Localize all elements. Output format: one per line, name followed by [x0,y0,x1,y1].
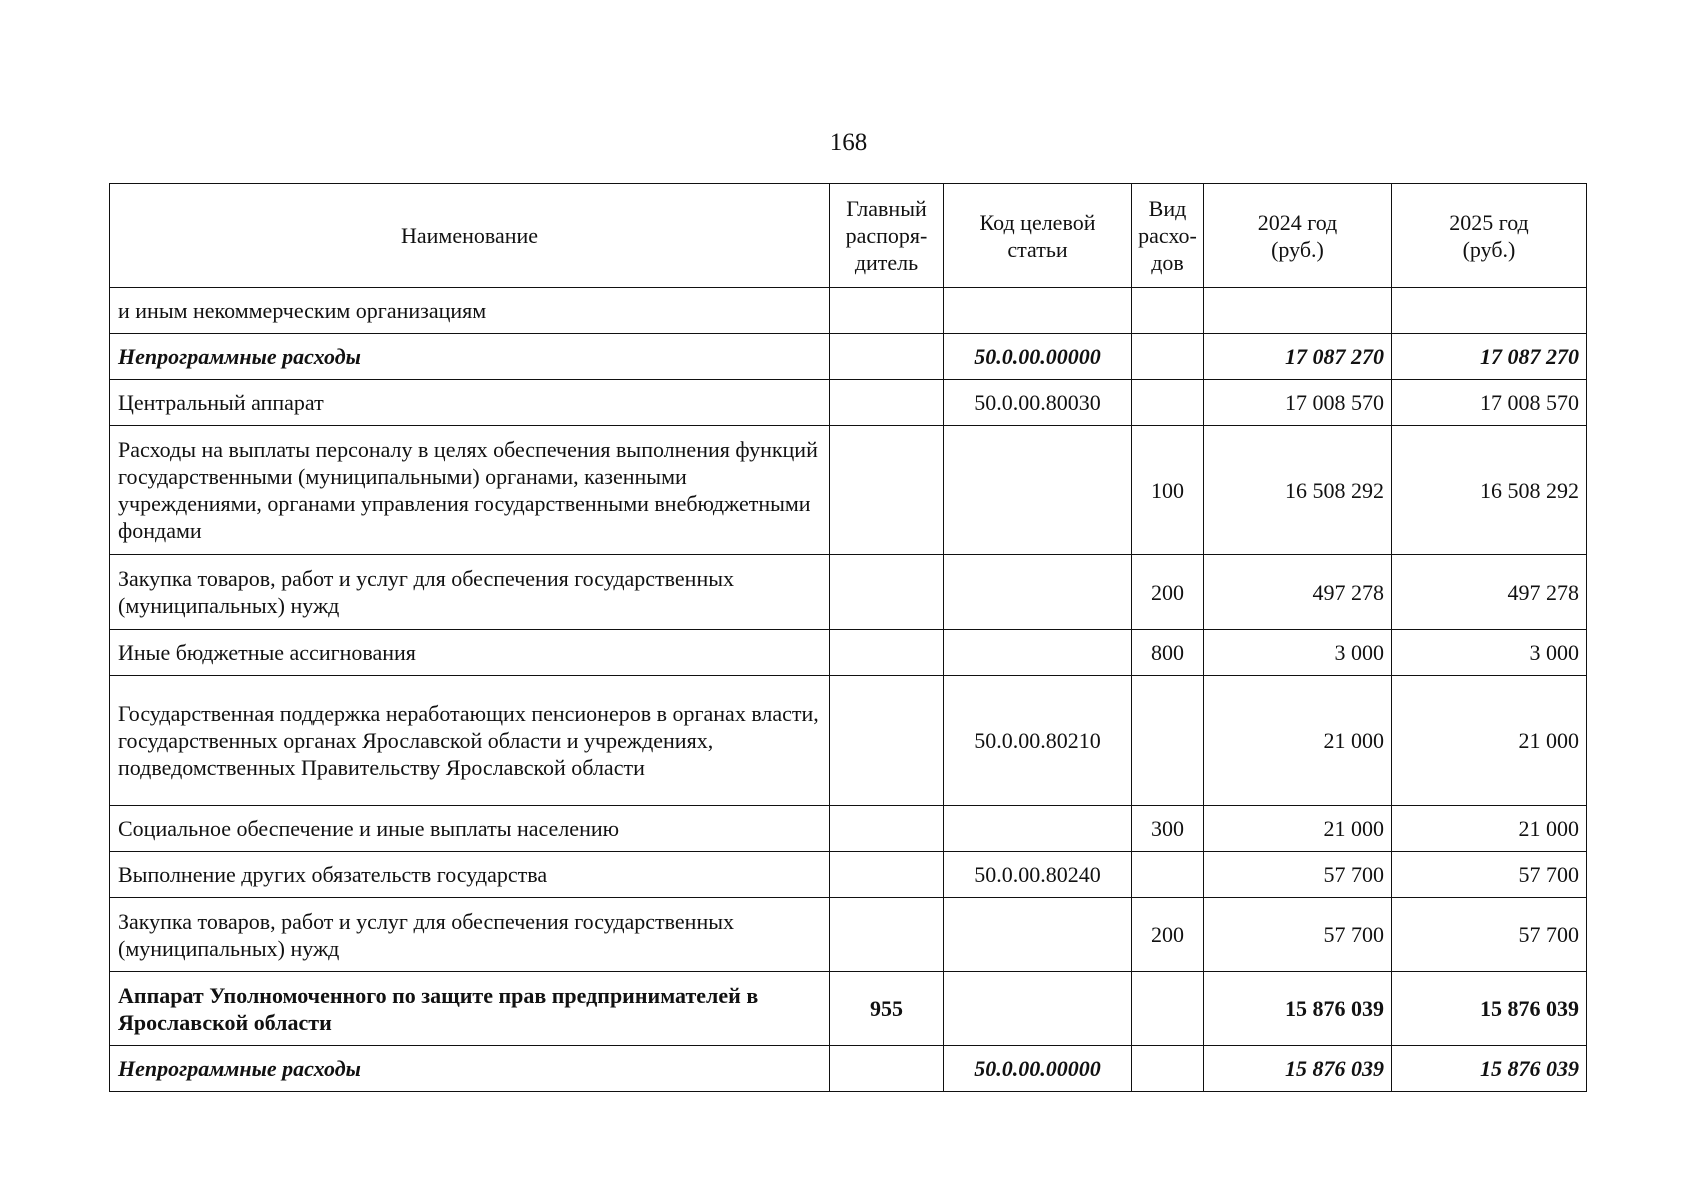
row-type [1132,288,1204,334]
row-2025: 497 278 [1392,555,1587,630]
row-code: 50.0.00.00000 [944,334,1132,380]
row-2024: 57 700 [1204,852,1392,898]
row-name: Расходы на выплаты персоналу в целях обеспечения выполнения функций государственными (муниципальными) органами, казенными учреждениями, органами управления государственными внебюджетными фондами [110,426,830,555]
row-name: Выполнение других обязательств государства [110,852,830,898]
row-name: Иные бюджетные ассигнования [110,630,830,676]
row-type [1132,334,1204,380]
row-manager [830,806,944,852]
row-2025: 15 876 039 [1392,972,1587,1046]
row-type: 200 [1132,898,1204,972]
budget-table [109,183,1587,1092]
header-year-2024: 2024 год (руб.) [1204,184,1392,288]
row-2024: 15 876 039 [1204,1046,1392,1092]
table-row [110,676,1587,806]
row-type: 300 [1132,806,1204,852]
row-code: 50.0.00.80240 [944,852,1132,898]
row-code [944,898,1132,972]
row-code: 50.0.00.00000 [944,1046,1132,1092]
table-row [110,288,1587,334]
row-type: 200 [1132,555,1204,630]
table-row [110,972,1587,1046]
row-type [1132,676,1204,806]
header-name: Наименование [110,184,830,288]
row-manager [830,334,944,380]
table-row [110,426,1587,555]
row-2024: 17 008 570 [1204,380,1392,426]
row-manager [830,555,944,630]
header-expense-type: Вид расхо- дов [1132,184,1204,288]
row-2025: 21 000 [1392,806,1587,852]
row-2024: 57 700 [1204,898,1392,972]
row-2024: 15 876 039 [1204,972,1392,1046]
row-type [1132,852,1204,898]
table-row [110,852,1587,898]
row-code: 50.0.00.80030 [944,380,1132,426]
row-code [944,288,1132,334]
row-code [944,630,1132,676]
table-row [110,898,1587,972]
row-2025: 57 700 [1392,898,1587,972]
row-2024: 21 000 [1204,806,1392,852]
header-target-code: Код целевой статьи [944,184,1132,288]
row-2025: 15 876 039 [1392,1046,1587,1092]
row-type [1132,380,1204,426]
table-row [110,555,1587,630]
row-type [1132,1046,1204,1092]
row-code [944,806,1132,852]
row-manager [830,288,944,334]
row-name: Закупка товаров, работ и услуг для обеспечения государственных (муниципальных) нужд [110,555,830,630]
row-name: Закупка товаров, работ и услуг для обеспечения государственных (муниципальных) нужд [110,898,830,972]
table-row [110,334,1587,380]
table-row [110,806,1587,852]
row-type: 100 [1132,426,1204,555]
table-row [110,630,1587,676]
row-2024: 21 000 [1204,676,1392,806]
row-type [1132,972,1204,1046]
row-code [944,426,1132,555]
row-name: и иным некоммерческим организациям [110,288,830,334]
row-manager: 955 [830,972,944,1046]
row-2025 [1392,288,1587,334]
row-code [944,555,1132,630]
row-manager [830,426,944,555]
row-2024: 3 000 [1204,630,1392,676]
row-2025: 3 000 [1392,630,1587,676]
row-2025: 21 000 [1392,676,1587,806]
row-name: Центральный аппарат [110,380,830,426]
row-type: 800 [1132,630,1204,676]
row-2025: 57 700 [1392,852,1587,898]
row-manager [830,852,944,898]
row-name: Непрограммные расходы [110,334,830,380]
table-row [110,1046,1587,1092]
row-2024 [1204,288,1392,334]
row-2024: 17 087 270 [1204,334,1392,380]
row-2025: 17 087 270 [1392,334,1587,380]
page-number: 168 [829,129,868,156]
row-name: Аппарат Уполномоченного по защите прав предпринимателей в Ярославской области [110,972,830,1046]
row-name: Государственная поддержка неработающих пенсионеров в органах власти, государственных органах Ярославской области и учреждениях, подведомственных Правительству Ярославской области [110,676,830,806]
row-manager [830,380,944,426]
header-main-manager: Главный распоря- дитель [830,184,944,288]
row-code [944,972,1132,1046]
row-code: 50.0.00.80210 [944,676,1132,806]
row-name: Непрограммные расходы [110,1046,830,1092]
table-header-row [110,184,1587,288]
row-2024: 497 278 [1204,555,1392,630]
header-year-2025: 2025 год (руб.) [1392,184,1587,288]
row-2025: 16 508 292 [1392,426,1587,555]
row-manager [830,898,944,972]
row-2024: 16 508 292 [1204,426,1392,555]
row-manager [830,1046,944,1092]
row-manager [830,630,944,676]
row-manager [830,676,944,806]
row-2025: 17 008 570 [1392,380,1587,426]
table-row [110,380,1587,426]
row-name: Социальное обеспечение и иные выплаты населению [110,806,830,852]
